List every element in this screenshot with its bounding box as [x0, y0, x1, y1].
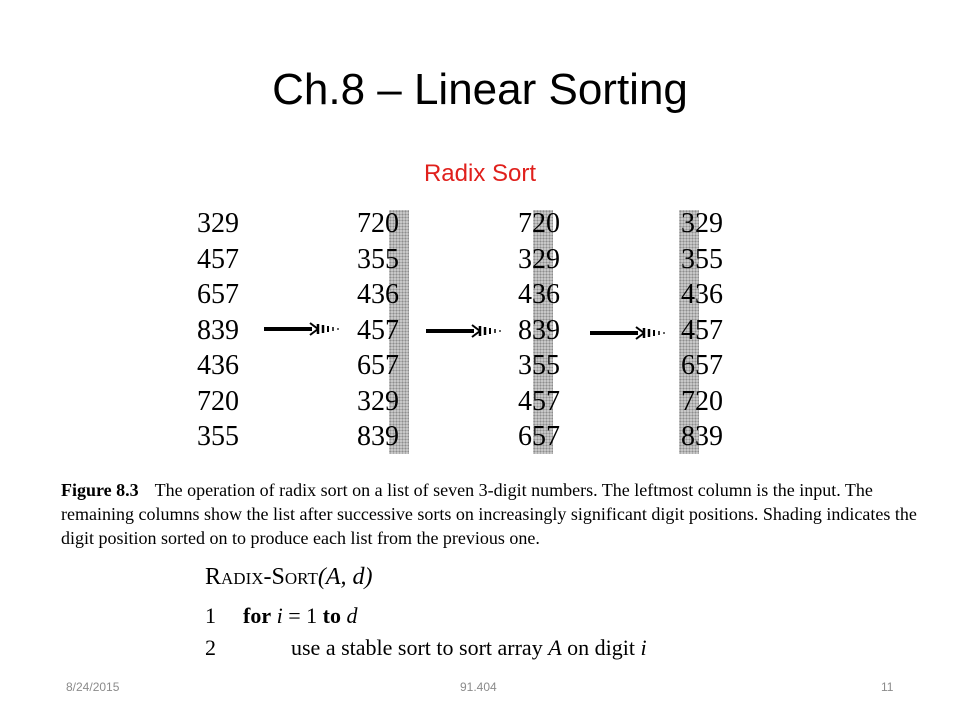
list-item: 329 [357, 385, 399, 417]
list-item: 355 [518, 350, 560, 381]
list-item: 839 [681, 421, 723, 452]
list-item: 839 [357, 421, 399, 452]
list-item: 355 [357, 243, 399, 275]
list-item: 720 [197, 385, 239, 417]
list-item: 457 [518, 385, 560, 417]
algorithm-title [205, 562, 373, 592]
list-item: 436 [681, 279, 723, 310]
keyword-for: for [243, 603, 272, 628]
list-item: 839 [518, 314, 560, 346]
list-item: 329 [681, 208, 723, 239]
list-item: 329 [197, 208, 239, 239]
footer-course: 91.404 [460, 680, 497, 694]
slide-title: Ch.8 – Linear Sorting [272, 65, 688, 114]
algorithm-params: (A, d) [317, 564, 373, 590]
algorithm-name-r: R [205, 564, 222, 590]
figure-label: Figure 8.3 [61, 480, 139, 500]
list-item: 436 [357, 279, 399, 310]
algorithm-name-adix: adix [221, 564, 264, 590]
list-item: 657 [197, 279, 239, 310]
list-item: 355 [197, 421, 239, 452]
assignment-text: = 1 [282, 603, 323, 628]
list-item: 457 [197, 243, 239, 275]
algorithm-name-ort: ort [284, 564, 318, 590]
arrow-icon [424, 320, 506, 342]
list-item: 839 [197, 314, 239, 346]
algorithm-name-s: S [271, 564, 285, 590]
line-number: 2 [205, 635, 216, 660]
variable-i: i [276, 603, 283, 628]
list-item: 657 [357, 350, 399, 381]
list-item: 436 [518, 279, 560, 310]
list-item: 720 [357, 208, 399, 239]
list-item: 436 [197, 350, 239, 381]
slide-subtitle: Radix Sort [423, 160, 537, 187]
list-item: 657 [518, 421, 560, 452]
arrow-icon [588, 322, 670, 344]
caption-text: The operation of radix sort on a list of seven 3-digit numbers. The leftmost column is the input. The remaining columns show the list after successive sorts on increasingly significant digit positions. Shading indicates the digit position sorted on to produce each list from the previous one. [61, 480, 917, 548]
keyword-to: to [322, 603, 341, 628]
line-text-2: on digit [561, 635, 641, 660]
variable-i: i [640, 635, 647, 660]
footer-page-number: 11 [881, 680, 894, 694]
list-item: 720 [681, 385, 723, 417]
list-item: 457 [357, 314, 399, 346]
line-number: 1 [205, 603, 216, 628]
line-text: use a stable sort to sort array [291, 635, 549, 660]
list-item: 657 [681, 350, 723, 381]
figure-caption [61, 478, 926, 550]
algorithm-name-dash: - [263, 564, 272, 590]
footer-date: 8/24/2015 [66, 680, 120, 694]
column-pass-3 [681, 206, 771, 455]
list-item: 355 [681, 243, 723, 275]
algorithm-line-2 [205, 634, 647, 662]
list-item: 457 [681, 314, 723, 346]
variable-a: A [548, 635, 562, 660]
list-item: 329 [518, 243, 560, 275]
algorithm-line-1 [205, 602, 357, 630]
variable-d: d [346, 603, 358, 628]
list-item: 720 [518, 208, 560, 239]
arrow-icon [262, 318, 344, 340]
